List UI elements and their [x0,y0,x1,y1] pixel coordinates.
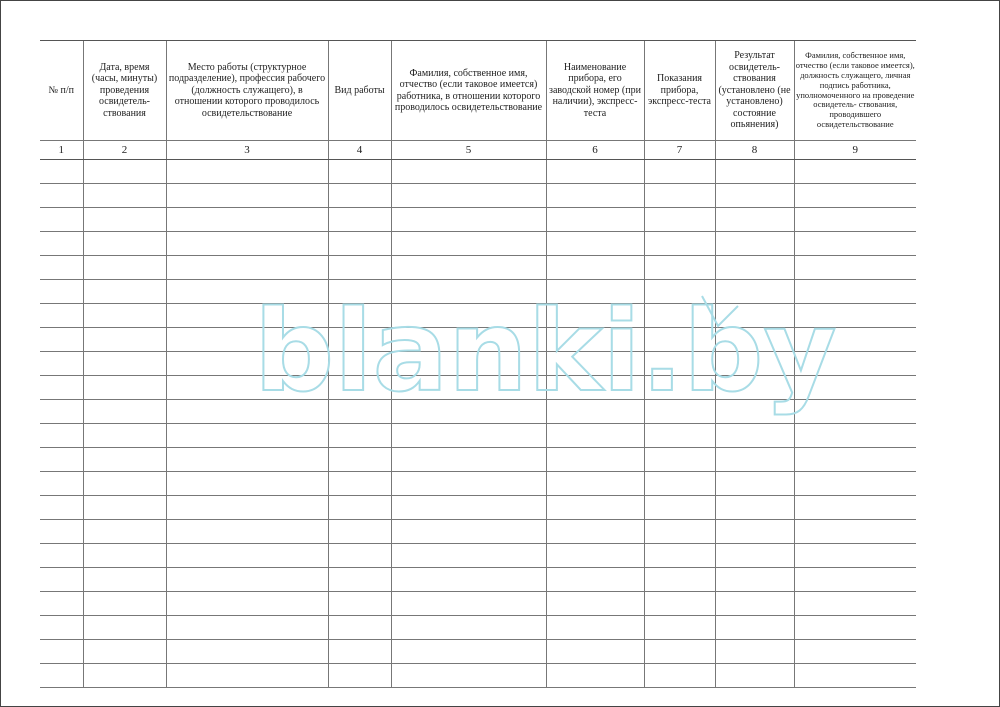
table-cell[interactable] [715,352,794,376]
table-cell[interactable] [391,616,546,640]
table-cell[interactable] [40,328,83,352]
column-number: 8 [715,141,794,160]
table-row [40,496,916,520]
table-cell[interactable] [644,208,715,232]
table-cell[interactable] [644,664,715,688]
column-number: 5 [391,141,546,160]
table-cell[interactable] [40,400,83,424]
table-cell[interactable] [40,472,83,496]
table-cell[interactable] [794,280,916,304]
table-cell[interactable] [644,568,715,592]
journal-body [40,160,916,688]
table-cell[interactable] [40,616,83,640]
table-cell[interactable] [715,544,794,568]
table-cell[interactable] [715,400,794,424]
header-cell-device-readings: Показания прибора, экспресс-теста [644,41,715,141]
header-cell-result: Результат освидетель- ствования (установлено (не установлено) состояние опьянения) [715,41,794,141]
table-cell[interactable] [83,400,166,424]
table-cell[interactable] [715,592,794,616]
table-cell[interactable] [546,472,644,496]
table-cell[interactable] [546,592,644,616]
table-cell[interactable] [644,592,715,616]
table-cell[interactable] [794,208,916,232]
table-row [40,232,916,256]
table-cell[interactable] [328,496,391,520]
table-cell[interactable] [40,232,83,256]
table-cell[interactable] [391,280,546,304]
table-cell[interactable] [166,232,328,256]
table-cell[interactable] [546,280,644,304]
table-cell[interactable] [83,496,166,520]
table-row [40,304,916,328]
table-cell[interactable] [391,640,546,664]
table-row [40,256,916,280]
table-cell[interactable] [391,376,546,400]
table-cell[interactable] [40,160,83,184]
table-cell[interactable] [328,472,391,496]
table-cell[interactable] [391,568,546,592]
table-cell[interactable] [546,616,644,640]
table-cell[interactable] [83,616,166,640]
table-cell[interactable] [715,304,794,328]
table-cell[interactable] [328,232,391,256]
table-row [40,592,916,616]
table-cell[interactable] [40,304,83,328]
table-cell[interactable] [328,664,391,688]
table-cell[interactable] [40,448,83,472]
table-cell[interactable] [644,448,715,472]
table-cell[interactable] [794,304,916,328]
examination-journal-table [40,40,916,688]
table-cell[interactable] [794,568,916,592]
table-cell[interactable] [644,352,715,376]
table-cell[interactable] [166,352,328,376]
table-cell[interactable] [391,424,546,448]
table-cell[interactable] [715,568,794,592]
table-row [40,160,916,184]
table-cell[interactable] [644,496,715,520]
table-cell[interactable] [83,256,166,280]
column-number: 1 [40,141,83,160]
table-cell[interactable] [166,640,328,664]
table-cell[interactable] [546,232,644,256]
table-cell[interactable] [40,256,83,280]
table-cell[interactable] [166,208,328,232]
table-cell[interactable] [40,424,83,448]
table-row [40,472,916,496]
table-row [40,640,916,664]
table-cell[interactable] [794,184,916,208]
table-cell[interactable] [794,472,916,496]
table-cell[interactable] [644,184,715,208]
table-cell[interactable] [40,664,83,688]
table-cell[interactable] [391,232,546,256]
column-number: 6 [546,141,644,160]
table-cell[interactable] [644,400,715,424]
table-cell[interactable] [644,328,715,352]
table-cell[interactable] [391,400,546,424]
table-cell[interactable] [715,520,794,544]
table-cell[interactable] [328,352,391,376]
table-cell[interactable] [166,616,328,640]
table-cell[interactable] [328,520,391,544]
table-row [40,352,916,376]
table-cell[interactable] [794,256,916,280]
table-cell[interactable] [546,328,644,352]
table-row [40,544,916,568]
column-number: 7 [644,141,715,160]
table-cell[interactable] [644,232,715,256]
table-cell[interactable] [391,544,546,568]
table-cell[interactable] [794,160,916,184]
table-cell[interactable] [794,400,916,424]
table-cell[interactable] [644,256,715,280]
table-cell[interactable] [794,616,916,640]
table-cell[interactable] [391,160,546,184]
table-cell[interactable] [328,592,391,616]
table-cell[interactable] [644,280,715,304]
column-number: 2 [83,141,166,160]
table-cell[interactable] [83,664,166,688]
table-cell[interactable] [391,328,546,352]
table-cell[interactable] [715,424,794,448]
table-cell[interactable] [644,160,715,184]
table-cell[interactable] [166,304,328,328]
watermark-text: blanki.by [254,287,837,417]
table-cell[interactable] [83,592,166,616]
table-cell[interactable] [715,640,794,664]
table-cell[interactable] [644,640,715,664]
table-cell[interactable] [166,424,328,448]
table-cell[interactable] [166,496,328,520]
table-row [40,376,916,400]
table-cell[interactable] [644,616,715,640]
table-cell[interactable] [794,424,916,448]
table-cell[interactable] [715,232,794,256]
table-cell[interactable] [546,352,644,376]
table-cell[interactable] [794,592,916,616]
table-cell[interactable] [546,496,644,520]
table-cell[interactable] [328,184,391,208]
table-cell[interactable] [715,328,794,352]
column-number: 3 [166,141,328,160]
table-cell[interactable] [83,280,166,304]
table-cell[interactable] [794,352,916,376]
table-cell[interactable] [794,496,916,520]
table-cell[interactable] [391,664,546,688]
table-cell[interactable] [166,664,328,688]
table-cell[interactable] [166,544,328,568]
table-cell[interactable] [391,496,546,520]
table-cell[interactable] [83,448,166,472]
table-cell[interactable] [166,160,328,184]
table-row [40,664,916,688]
table-cell[interactable] [328,280,391,304]
table-cell[interactable] [546,568,644,592]
table-cell[interactable] [715,472,794,496]
header-cell-number: № п/п [40,41,83,141]
table-cell[interactable] [83,520,166,544]
table-cell[interactable] [328,328,391,352]
header-cell-work-type: Вид работы [328,41,391,141]
header-cell-employee-name: Фамилия, собственное имя, отчество (если таковое имеется) работника, в отношении которого проводилось освидетельствование [391,41,546,141]
table-cell[interactable] [166,448,328,472]
table-cell[interactable] [546,664,644,688]
table-cell[interactable] [328,304,391,328]
table-cell[interactable] [166,472,328,496]
table-cell[interactable] [546,256,644,280]
table-row [40,520,916,544]
table-cell[interactable] [715,448,794,472]
header-cell-examiner: Фамилия, собственное имя, отчество (если таковое имеется), должность служащего, личная подпись работника, уполномоченного на проведение освидетель- ствования, проводившего освидетельствование [794,41,916,141]
table-cell[interactable] [83,472,166,496]
column-number: 9 [794,141,916,160]
table-cell[interactable] [83,568,166,592]
table-row [40,568,916,592]
header-cell-workplace: Место работы (структурное подразделение), профессия рабочего (должность служащего), в отношении которого проводилось освидетельствование [166,41,328,141]
table-cell[interactable] [40,544,83,568]
table-row [40,400,916,424]
table-row [40,184,916,208]
table-cell[interactable] [83,160,166,184]
header-cell-device-name: Наименование прибора, его заводской номер (при наличии), экспресс-теста [546,41,644,141]
table-cell[interactable] [391,184,546,208]
table-cell[interactable] [391,448,546,472]
table-cell[interactable] [546,208,644,232]
table-cell[interactable] [83,640,166,664]
table-cell[interactable] [83,424,166,448]
table-cell[interactable] [391,352,546,376]
table-cell[interactable] [83,208,166,232]
table-cell[interactable] [644,304,715,328]
table-cell[interactable] [166,184,328,208]
table-cell[interactable] [166,568,328,592]
table-cell[interactable] [546,520,644,544]
table-cell[interactable] [40,520,83,544]
table-cell[interactable] [391,256,546,280]
table-cell[interactable] [83,304,166,328]
table-cell[interactable] [83,376,166,400]
table-cell[interactable] [715,496,794,520]
table-cell[interactable] [328,160,391,184]
table-cell[interactable] [644,520,715,544]
table-cell[interactable] [40,184,83,208]
table-cell[interactable] [794,448,916,472]
table-cell[interactable] [166,520,328,544]
header-cell-datetime: Дата, время (часы, минуты) проведения освидетель- ствования [83,41,166,141]
table-row [40,616,916,640]
table-cell[interactable] [328,376,391,400]
table-cell[interactable] [40,376,83,400]
table-cell[interactable] [546,400,644,424]
table-cell[interactable] [166,592,328,616]
table-cell[interactable] [328,616,391,640]
table-cell[interactable] [794,664,916,688]
table-cell[interactable] [794,328,916,352]
table-cell[interactable] [715,616,794,640]
table-cell[interactable] [328,208,391,232]
table-row [40,424,916,448]
column-number: 4 [328,141,391,160]
table-cell[interactable] [328,424,391,448]
table-cell[interactable] [546,184,644,208]
table-cell[interactable] [40,496,83,520]
table-cell[interactable] [166,376,328,400]
table-cell[interactable] [328,568,391,592]
table-cell[interactable] [715,376,794,400]
table-cell[interactable] [794,376,916,400]
table-cell[interactable] [328,544,391,568]
table-cell[interactable] [40,280,83,304]
table-row [40,280,916,304]
table-cell[interactable] [391,304,546,328]
table-cell[interactable] [644,376,715,400]
table-cell[interactable] [40,592,83,616]
table-cell[interactable] [40,568,83,592]
table-row [40,328,916,352]
table-cell[interactable] [715,256,794,280]
table-cell[interactable] [546,640,644,664]
table-cell[interactable] [166,400,328,424]
table-cell[interactable] [794,640,916,664]
table-cell[interactable] [328,640,391,664]
table-row [40,448,916,472]
table-cell[interactable] [328,256,391,280]
column-number-row [40,141,916,160]
table-cell[interactable] [644,424,715,448]
table-cell[interactable] [546,304,644,328]
table-cell[interactable] [391,208,546,232]
table-cell[interactable] [644,472,715,496]
table-cell[interactable] [794,520,916,544]
table-cell[interactable] [715,208,794,232]
table-cell[interactable] [546,424,644,448]
table-cell[interactable] [546,160,644,184]
table-cell[interactable] [166,256,328,280]
table-cell[interactable] [328,448,391,472]
table-cell[interactable] [794,232,916,256]
table-cell[interactable] [715,184,794,208]
table-cell[interactable] [83,352,166,376]
table-row [40,208,916,232]
header-row [40,41,916,141]
table-cell[interactable] [83,184,166,208]
table-cell[interactable] [644,544,715,568]
table-cell[interactable] [715,664,794,688]
table-cell[interactable] [391,592,546,616]
table-cell[interactable] [40,640,83,664]
table-cell[interactable] [546,544,644,568]
table-cell[interactable] [83,232,166,256]
table-cell[interactable] [166,280,328,304]
table-cell[interactable] [166,328,328,352]
table-cell[interactable] [83,328,166,352]
table-cell[interactable] [391,472,546,496]
table-cell[interactable] [546,448,644,472]
table-cell[interactable] [546,376,644,400]
table-cell[interactable] [715,280,794,304]
table-cell[interactable] [40,208,83,232]
table-cell[interactable] [715,160,794,184]
table-cell[interactable] [794,544,916,568]
table-cell[interactable] [83,544,166,568]
table-cell[interactable] [328,400,391,424]
table-cell[interactable] [40,352,83,376]
table-cell[interactable] [391,520,546,544]
